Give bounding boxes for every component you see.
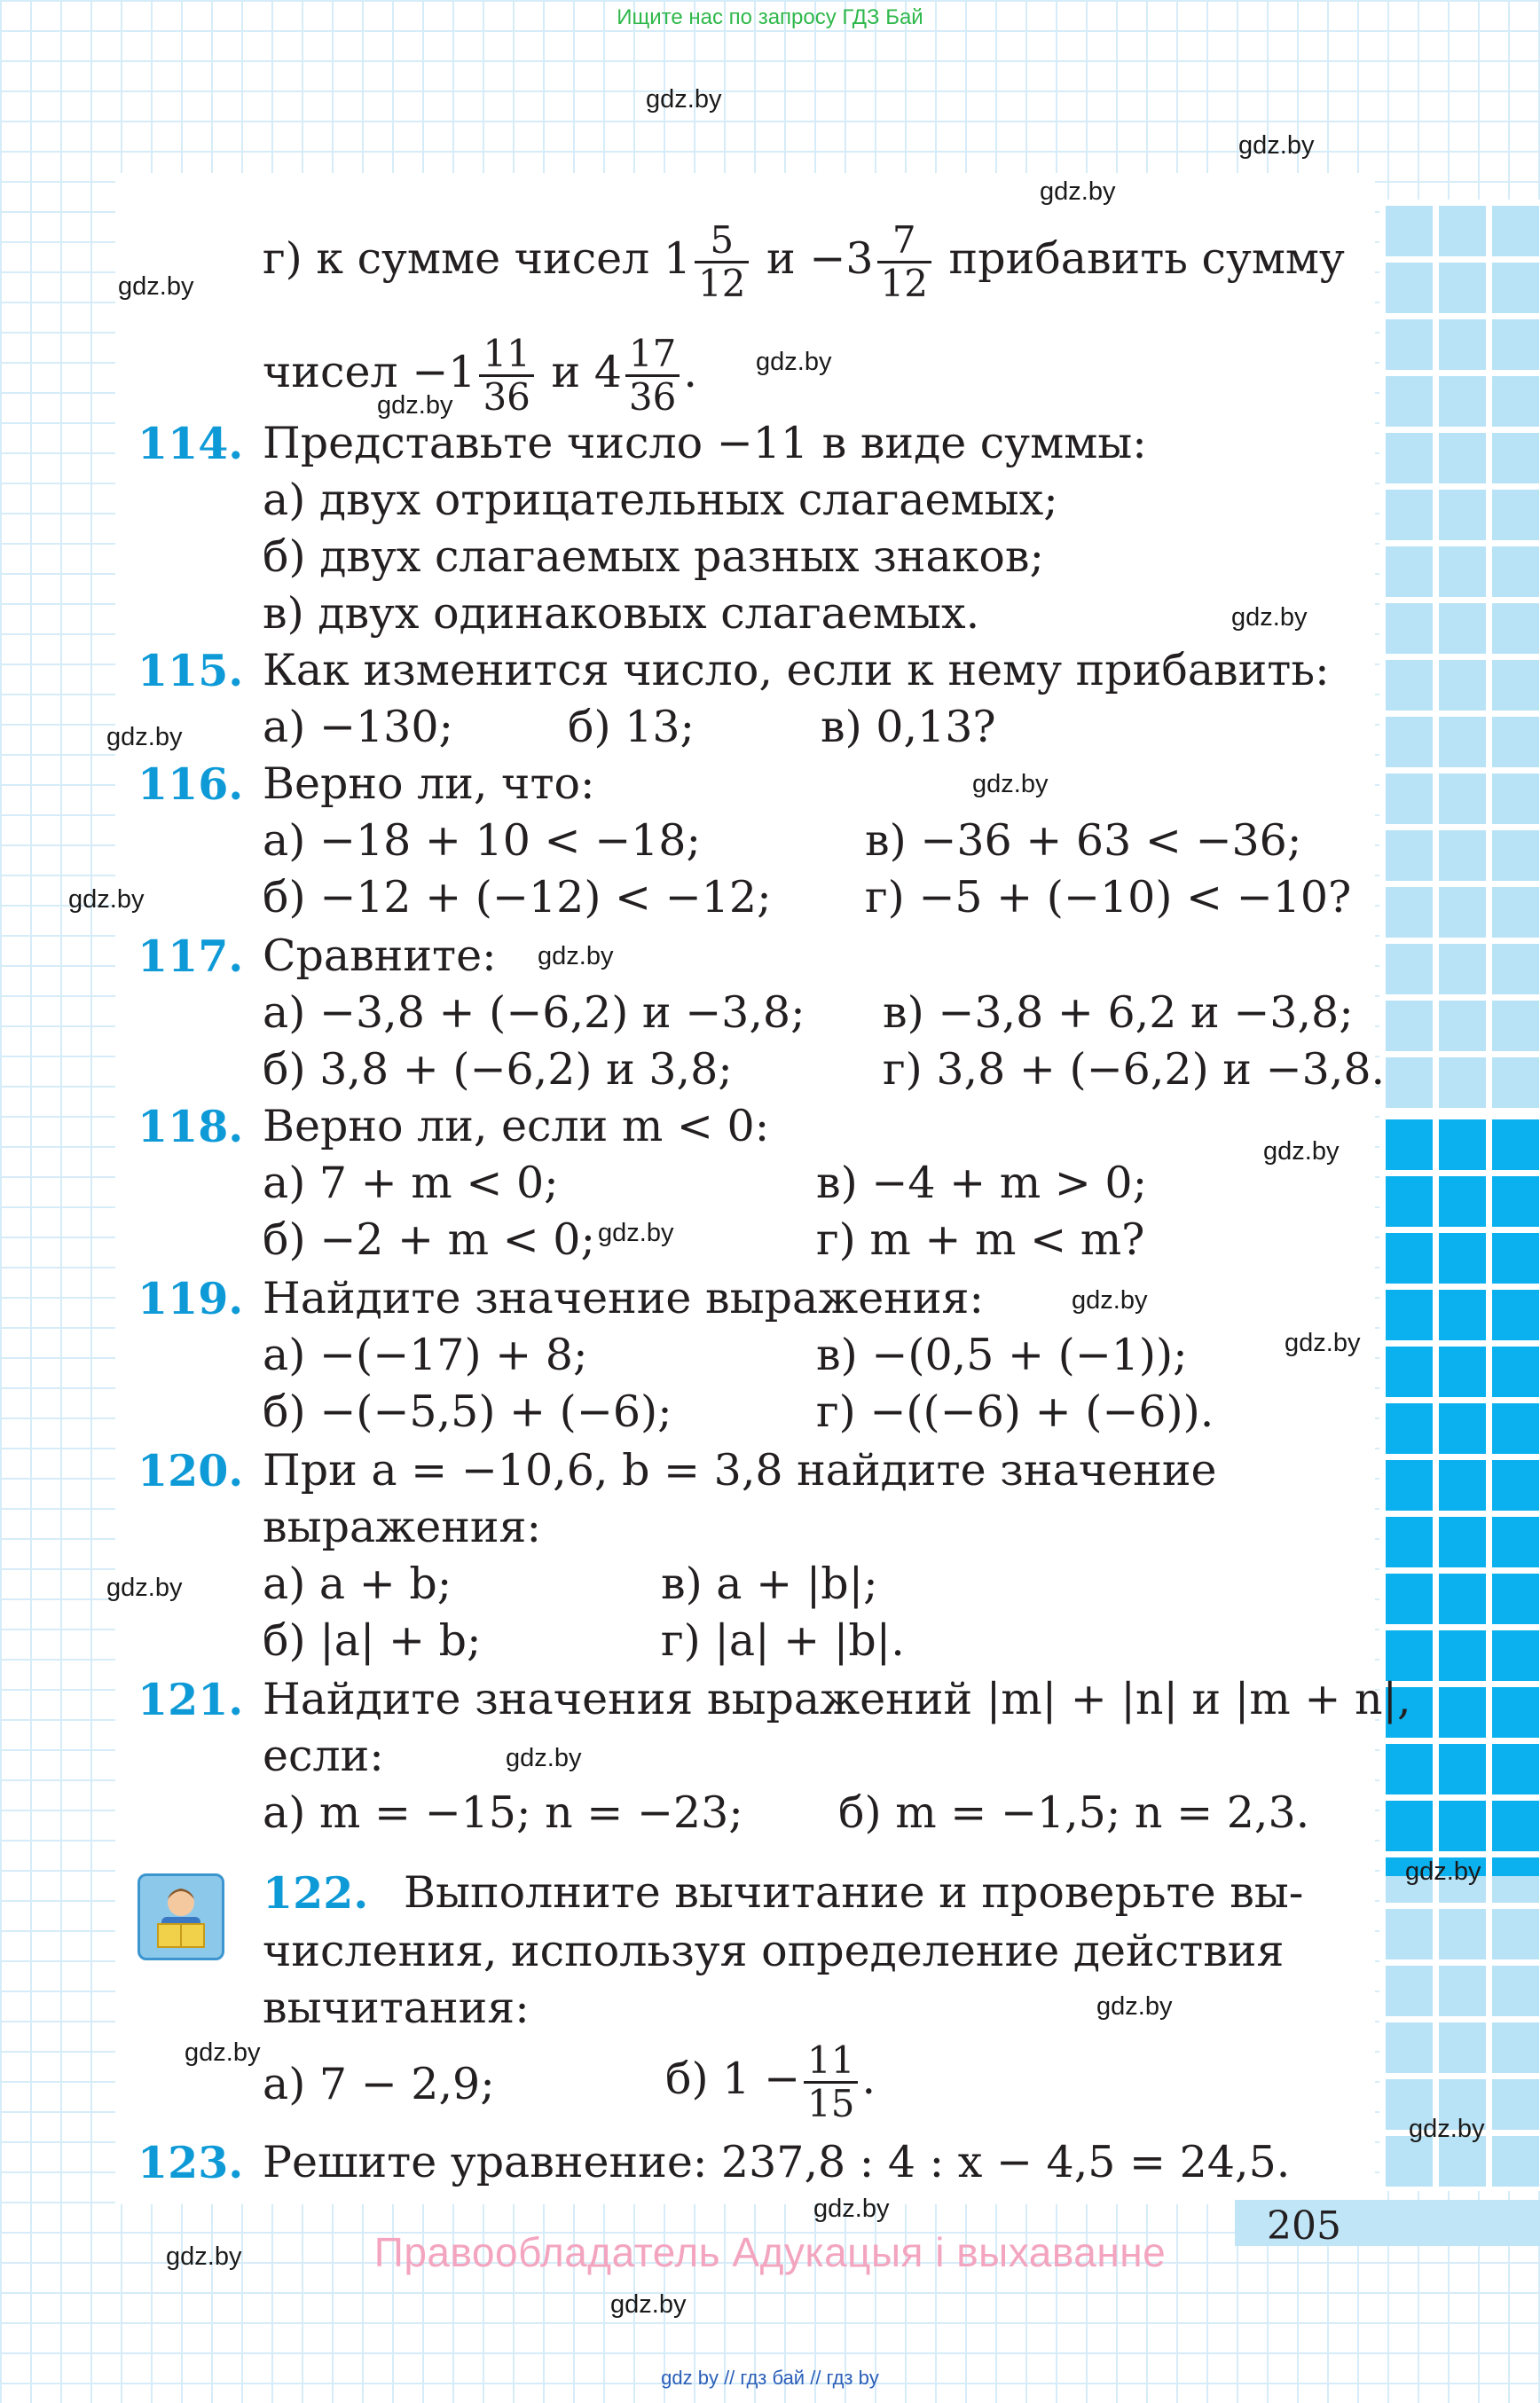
problem-113-g-line1: г) к сумме чисел 1 $\frac{5}{12}$ и −3 $\frac{7}{12}$ прибавить сумму [263,218,1345,305]
problem-120-v: в) a + |b|; [661,1559,878,1609]
problem-number-122: 122. [263,1867,369,1919]
watermark: gdz.by [972,770,1049,798]
fraction: $\frac{5}{12}$ [695,220,749,304]
problem-115-c: в) 0,13? [821,702,996,752]
problem-116-b: б) −12 + (−12) < −12; [263,872,772,923]
reading-boy-illustration [140,1876,222,1958]
side-decoration-dark [1379,1113,1540,1876]
problem-122-text2: числения, используя определение действия [263,1926,1285,1976]
problem-114-c: в) двух одинаковых слагаемых. [263,588,980,639]
problem-118-text: Верно ли, если m < 0: [263,1101,770,1151]
watermark: gdz.by [598,1219,674,1247]
problem-122-text3: вычитания: [263,1983,530,2033]
problem-117-b: б) 3,8 + (−6,2) и 3,8; [263,1044,733,1095]
problem-113-g-line2: чисел −1 $\frac{11}{36}$ и 4 $\frac{17}{36}$ . [263,332,697,419]
fraction: $\frac{17}{36}$ [625,334,680,418]
watermark: gdz.by [1263,1137,1340,1166]
problem-116-g: г) −5 + (−10) < −10? [865,872,1352,923]
watermark: gdz.by [1096,1992,1173,2021]
problem-121-b: б) m = −1,5; n = 2,3. [838,1787,1310,1838]
problem-118-b: б) −2 + m < 0; [263,1214,595,1265]
problem-115-a: а) −130; [263,702,453,752]
fraction: $\frac{11}{36}$ [479,334,533,418]
copyright-notice: Правообладатель Адукацыя і выхаванне [373,2229,1167,2275]
watermark: gdz.by [538,942,614,970]
problem-117-g: г) 3,8 + (−6,2) и −3,8. [883,1044,1386,1095]
watermark: gdz.by [646,85,722,114]
top-banner[interactable]: Ищите нас по запросу ГДЗ Бай [617,5,923,29]
problem-123-text: Решите уравнение: 237,8 : 4 : x − 4,5 = 24,5. [263,2137,1291,2187]
watermark: gdz.by [1238,131,1315,160]
problem-120-text: При a = −10,6, b = 3,8 найдите значение [263,1445,1217,1496]
watermark: gdz.by [1231,603,1308,632]
problem-120-text2: выражения: [263,1502,541,1552]
watermark: gdz.by [106,723,183,751]
watermark: gdz.by [118,272,194,301]
problem-117-text: Сравните: [263,931,497,981]
watermark: gdz.by [506,1744,582,1772]
problem-121-text: Найдите значения выражений |m| + |n| и |m + n|, [263,1674,1411,1724]
watermark: gdz.by [68,885,145,914]
bottom-links[interactable]: gdz by // гдз бай // гдз by [661,2367,879,2389]
watermark: gdz.by [377,391,453,420]
problem-118-v: в) −4 + m > 0; [816,1158,1148,1208]
problem-119-v: в) −(0,5 + (−1)); [816,1330,1188,1380]
problem-118-g: г) m + m < m? [816,1214,1145,1265]
problem-number-118: 118. [138,1101,244,1152]
problem-119-b: б) −(−5,5) + (−6); [263,1386,672,1437]
page-number: 205 [1267,2203,1341,2249]
watermark: gdz.by [756,348,832,376]
problem-114-text: Представьте число −11 в виде суммы: [263,418,1147,468]
problem-114-a: а) двух отрицательных слагаемых; [263,475,1058,525]
problem-122-b: б) 1 − $\frac{11}{15}$ . [665,2038,876,2125]
problem-122-text: Выполните вычитание и проверьте вы- [404,1867,1304,1918]
problem-117-a: а) −3,8 + (−6,2) и −3,8; [263,987,805,1038]
watermark: gdz.by [1040,177,1116,206]
problem-116-a: а) −18 + 10 < −18; [263,815,701,866]
watermark: gdz.by [610,2290,687,2319]
problem-number-120: 120. [138,1445,244,1496]
problem-number-115: 115. [138,645,244,696]
problem-120-a: а) a + b; [263,1559,452,1609]
problem-number-119: 119. [138,1273,244,1324]
fraction: $\frac{11}{15}$ [804,2040,858,2124]
problem-119-g: г) −((−6) + (−6)). [816,1386,1214,1437]
problem-121-text2: если: [263,1731,384,1781]
watermark: gdz.by [166,2242,242,2271]
problem-number-116: 116. [138,758,244,810]
watermark: gdz.by [1072,1286,1148,1315]
watermark: gdz.by [1405,1857,1481,1886]
problem-117-v: в) −3,8 + 6,2 и −3,8; [883,987,1354,1038]
fraction: $\frac{7}{12}$ [877,220,931,304]
problem-119-text: Найдите значение выражения: [263,1273,984,1323]
problem-114-b: б) двух слагаемых разных знаков; [263,531,1044,582]
problem-122-a: а) 7 − 2,9; [263,2059,495,2109]
problem-number-121: 121. [138,1674,244,1725]
problem-116-v: в) −36 + 63 < −36; [865,815,1302,866]
problem-118-a: а) 7 + m < 0; [263,1158,559,1208]
watermark: gdz.by [1409,2115,1485,2143]
watermark: gdz.by [813,2195,890,2223]
problem-119-a: а) −(−17) + 8; [263,1330,588,1380]
problem-121-a: а) m = −15; n = −23; [263,1787,743,1838]
reading-boy-icon [138,1873,224,1960]
problem-116-text: Верно ли, что: [263,758,595,809]
watermark: gdz.by [1285,1329,1361,1357]
problem-115-b: б) 13; [568,702,695,752]
watermark: gdz.by [106,1574,183,1602]
problem-number-117: 117. [138,931,244,982]
side-decoration-strip [1379,200,1540,2191]
problem-120-b: б) |a| + b; [263,1615,482,1666]
problem-number-114: 114. [138,418,244,469]
problem-number-123: 123. [138,2137,244,2188]
problem-115-text: Как изменится число, если к нему прибавить: [263,645,1330,695]
watermark: gdz.by [185,2038,261,2067]
problem-120-g: г) |a| + |b|. [661,1615,905,1666]
